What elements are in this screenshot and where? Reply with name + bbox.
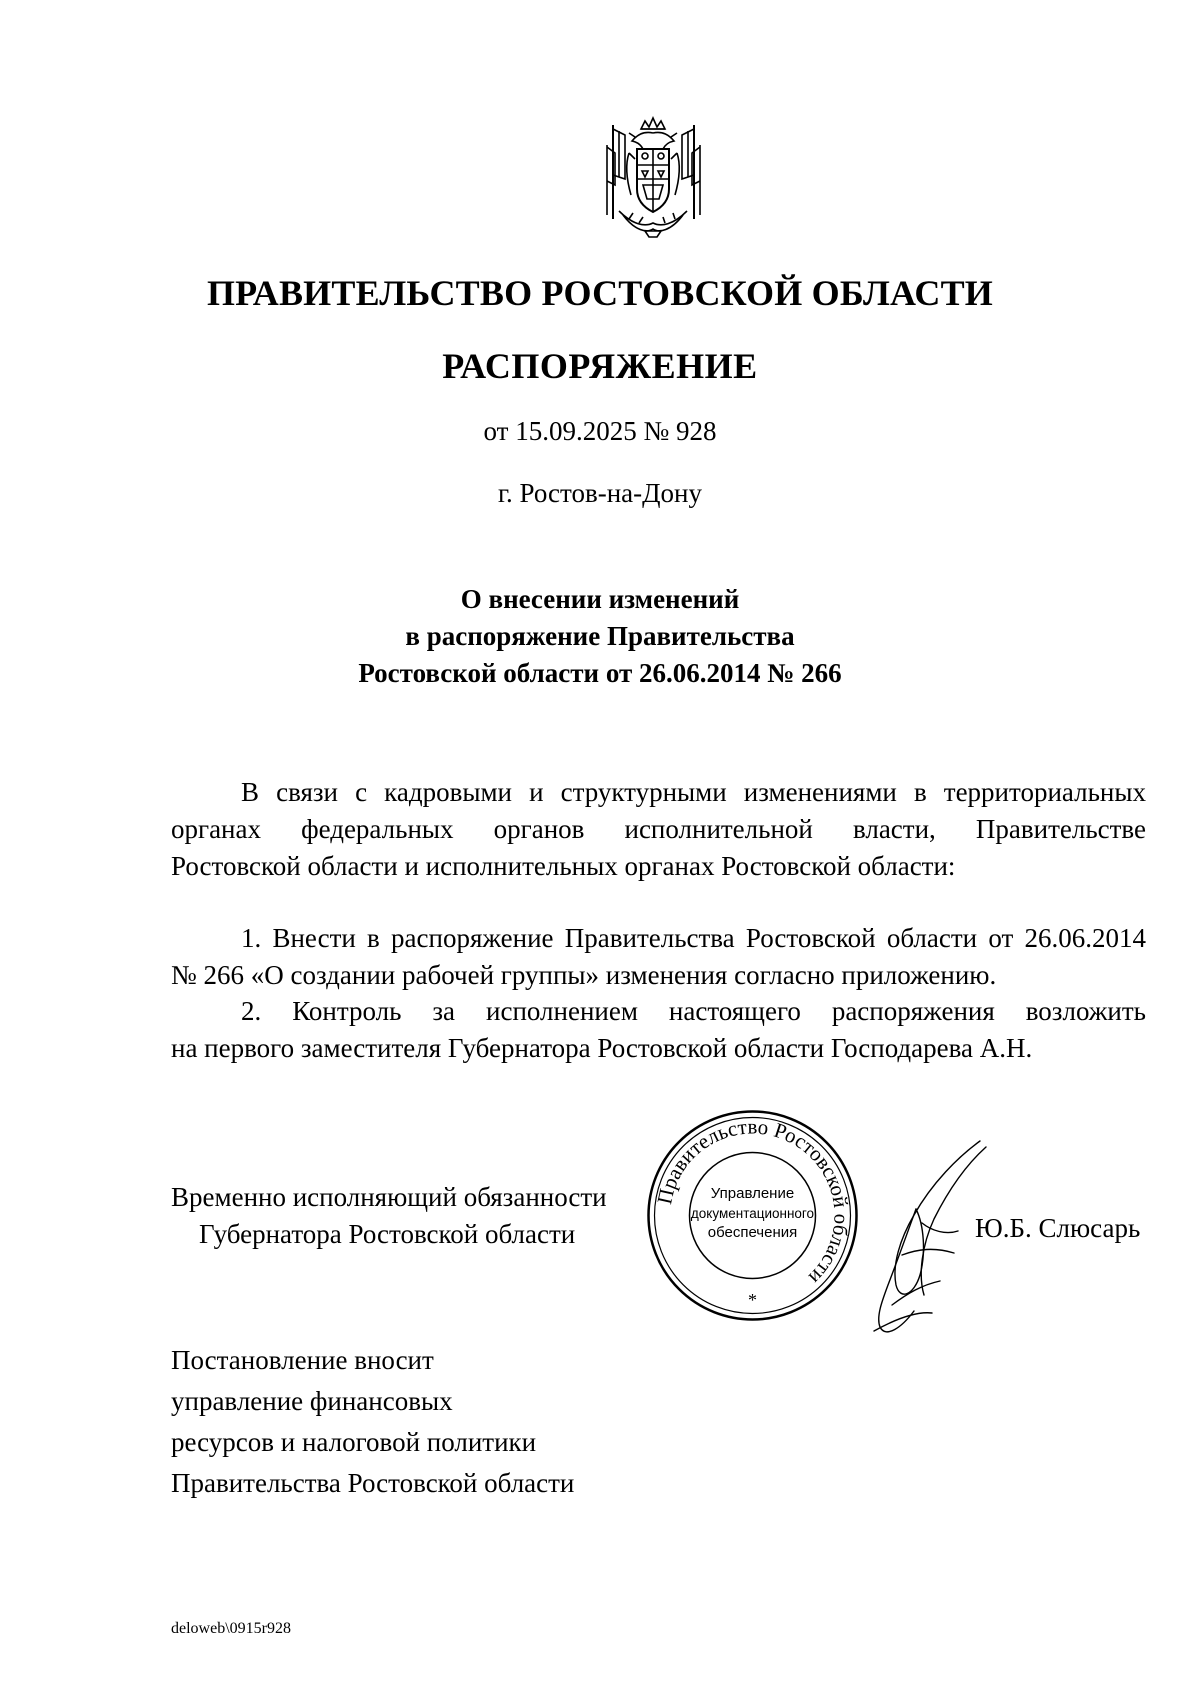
document-type: РАСПОРЯЖЕНИЕ: [442, 346, 758, 386]
stamp-center-line: документационного: [690, 1206, 815, 1221]
submitted-by-line: Постановление вносит: [171, 1345, 434, 1375]
item-1-paragraph: [171, 920, 1146, 994]
handwritten-signature: [862, 1135, 992, 1350]
stamp-ring-text: Правительство Ростовской области: [652, 1114, 854, 1290]
coat-of-arms-icon: [599, 115, 708, 238]
submitted-by-line: ресурсов и налоговой политики: [171, 1427, 537, 1457]
item-line: 2. Контроль за исполнением настоящего распоряжения возложить: [241, 996, 1146, 1026]
item-line: № 266 «О создании рабочей группы» изменения согласно приложению.: [171, 960, 997, 990]
preamble-line: органах федеральных органов исполнительной власти, Правительстве: [171, 814, 1146, 844]
signee-name: Ю.Б. Слюсарь: [975, 1213, 1141, 1243]
preamble-paragraph: [171, 774, 1146, 885]
subject-line: О внесении изменений: [460, 584, 740, 614]
file-reference: deloweb\0915r928: [171, 1620, 291, 1637]
item-line: 1. Внести в распоряжение Правительства Ростовской области от 26.06.2014: [241, 923, 1146, 953]
official-stamp: [645, 1108, 860, 1323]
item-line: на первого заместителя Губернатора Ростовской области Господарева А.Н.: [171, 1033, 1033, 1063]
submitted-by-line: Правительства Ростовской области: [171, 1468, 575, 1498]
preamble-line: Ростовской области и исполнительных органах Ростовской области:: [171, 851, 956, 881]
document-date-number: от 15.09.2025 № 928: [483, 416, 717, 446]
signer-position-line: Губернатора Ростовской области: [199, 1219, 576, 1249]
document-subject: [0, 581, 1200, 692]
organization-title: ПРАВИТЕЛЬСТВО РОСТОВСКОЙ ОБЛАСТИ: [206, 273, 994, 313]
stamp-star: *: [748, 1290, 757, 1310]
stamp-center-line: Управление: [710, 1185, 795, 1202]
subject-line: Ростовской области от 26.06.2014 № 266: [358, 658, 842, 688]
signer-position-line: Временно исполняющий обязанности: [171, 1182, 607, 1212]
subject-line: в распоряжение Правительства: [405, 621, 795, 651]
preamble-line: В связи с кадровыми и структурными изменениями в территориальных: [241, 777, 1146, 807]
document-city: г. Ростов-на-Дону: [497, 478, 702, 508]
stamp-center-line: обеспечения: [707, 1224, 798, 1241]
item-2-paragraph: [171, 993, 1146, 1067]
submitted-by-line: управление финансовых: [171, 1386, 453, 1416]
signer-position: [171, 1179, 607, 1253]
submitted-by-note: [171, 1340, 574, 1504]
